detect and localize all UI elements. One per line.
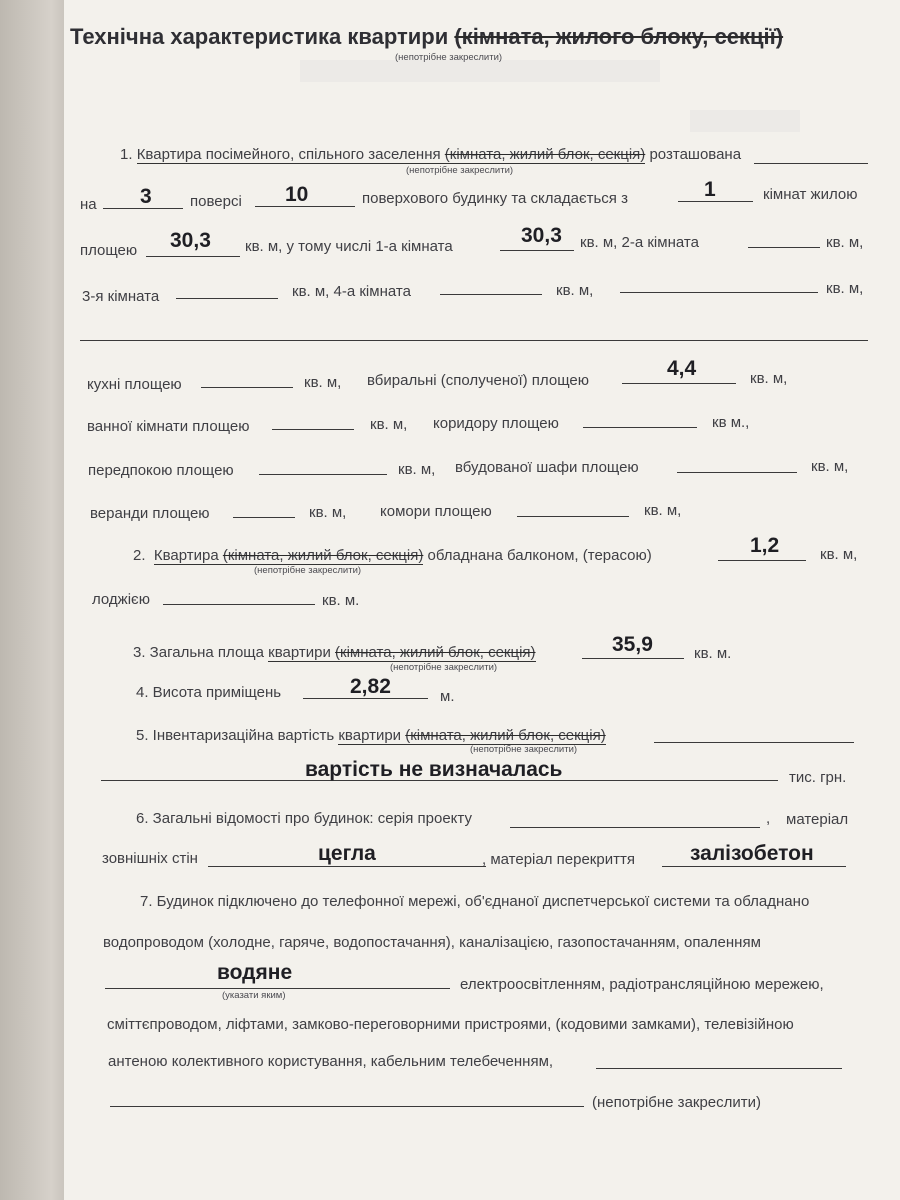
s5-note: (непотрібне закреслити) (470, 744, 578, 755)
s6-material-word: матеріал (786, 811, 849, 828)
s7-line1: 7. Будинок підключено до телефонної мережі, об'єднаної диспетчерської системи та обладнано (140, 893, 810, 910)
floor-value: 3 (140, 185, 152, 208)
closet-field (677, 472, 797, 473)
s1-incl-text: кв. м, у тому числі 1-а кімната (245, 238, 453, 255)
s5-unit: тис. грн. (789, 769, 847, 786)
s1-bath-text: ванної кімнати площею (87, 418, 250, 435)
s1-closet-unit: кв. м, (811, 458, 849, 475)
walls-field (208, 866, 486, 867)
page-title: Технічна характеристика квартири (кімната, жилого блоку, секції) (70, 24, 784, 49)
bleed-through-mark (300, 60, 660, 82)
page-shadow (0, 0, 64, 1200)
bath-field (272, 429, 354, 430)
kitchen-field (201, 387, 293, 388)
s6-walls-text: зовнішніх стін (102, 850, 198, 867)
s1-closet-text: вбудованої шафи площею (455, 459, 639, 476)
s7-line4: сміттєпроводом, ліфтами, замково-переговорними пристроями, (кодовими замками), телевізійною (107, 1016, 794, 1033)
s1-bath-unit: кв. м, (370, 416, 408, 433)
s1-storage-unit: кв. м, (644, 502, 682, 519)
living-area-value: 30,3 (170, 229, 211, 252)
s1-extra-unit: кв. м, (826, 280, 864, 297)
hall-field (259, 474, 387, 475)
full-blank-line (80, 340, 868, 341)
room1-field (500, 250, 574, 251)
storeys-value: 10 (285, 183, 309, 206)
s1-room2-text: кв. м, 2-а кімната (580, 234, 699, 251)
s1-note: (непотрібне закреслити) (406, 165, 514, 176)
balcony-field (718, 560, 806, 561)
value-field-1 (654, 742, 854, 743)
s1-veranda-text: веранди площею (90, 505, 210, 522)
s1-hall-text: передпокою площею (88, 462, 234, 479)
s7-line5: антеною колективного користування, кабельним телебеченням, (108, 1053, 554, 1070)
room4-field (440, 294, 542, 295)
s2-loggia-text: лоджією (92, 591, 150, 608)
height-value: 2,82 (350, 675, 391, 698)
s1-veranda-unit: кв. м, (309, 504, 347, 521)
s1-area-word: площею (80, 242, 138, 259)
loggia-field (163, 604, 315, 605)
bleed-through-mark (690, 110, 800, 132)
title-note: (непотрібне закреслити) (395, 52, 503, 63)
s4-text: 4. Висота приміщень (136, 684, 282, 701)
toilet-field (622, 383, 736, 384)
heating-field (105, 988, 450, 989)
extra-field (620, 292, 818, 293)
s6-text: 6. Загальні відомості про будинок: серія проекту (136, 810, 472, 827)
s7-line2: водопроводом (холодне, гаряче, водопостачання), каналізацією, газопостачанням, опаленням (103, 934, 761, 951)
s1-line1-underline (754, 163, 868, 164)
total-area-value: 35,9 (612, 633, 653, 656)
s7-specify-note: (указати яким) (222, 990, 286, 1001)
total-area-field (582, 658, 684, 659)
s6-comma: , (766, 810, 771, 827)
ceiling-value: залізобетон (690, 842, 814, 865)
s1-floor-word: поверсі (190, 193, 242, 210)
last-field (110, 1106, 584, 1107)
s1-room2-unit: кв. м, (826, 234, 864, 251)
veranda-field (233, 517, 295, 518)
balcony-value: 1,2 (750, 534, 780, 557)
room1-value: 30,3 (521, 224, 562, 247)
room3-field (176, 298, 278, 299)
s1-rooms-text: кімнат жилою (763, 186, 858, 203)
s1-storeys-text: поверхового будинку та складається з (362, 190, 628, 207)
heating-value: водяне (217, 961, 293, 984)
s1-room4-text: кв. м, 4-а кімната (292, 283, 411, 300)
s1-corridor-unit: кв м., (712, 414, 750, 431)
walls-value: цегла (318, 842, 376, 865)
s1-kitchen-unit: кв. м, (304, 374, 342, 391)
s1-toilet-unit: кв. м, (750, 370, 788, 387)
s6-ceiling-text: , матеріал перекриття (482, 851, 635, 868)
s2-balcony-unit: кв. м, (820, 546, 858, 563)
s1-room3-text: 3-я кімната (82, 288, 160, 305)
s1-on: на (80, 196, 97, 213)
series-field (510, 827, 760, 828)
s1-hall-unit: кв. м, (398, 461, 436, 478)
rooms-value: 1 (704, 178, 716, 201)
s2-note: (непотрібне закреслити) (254, 565, 362, 576)
s5-line: 5. Інвентаризаційна вартість квартири (кімната, жилий блок, секція) (136, 727, 606, 744)
s3-unit: кв. м. (694, 645, 732, 662)
s1-kitchen-text: кухні площею (87, 376, 182, 393)
storage-field (517, 516, 629, 517)
toilet-value: 4,4 (667, 357, 697, 380)
corridor-field (583, 427, 697, 428)
s7-line3: електроосвітленням, радіотрансляційною мережею, (460, 976, 824, 993)
s3-line: 3. Загальна площа квартири (кімната, жилий блок, секція) (133, 644, 536, 661)
s1-corridor-text: коридору площею (433, 415, 559, 432)
tv-field (596, 1068, 842, 1069)
s1-storage-text: комори площею (380, 503, 492, 520)
living-area-field (146, 256, 240, 257)
s4-unit: м. (440, 688, 455, 705)
s7-last-note: (непотрібне закреслити) (592, 1094, 762, 1111)
ceiling-field (662, 866, 846, 867)
room2-field (748, 247, 820, 248)
s2-loggia-unit: кв. м. (322, 592, 360, 609)
s1-line1: 1. Квартира посімейного, спільного заселення (кімната, жилий блок, секція) розташована (120, 146, 742, 163)
s1-toilet-text: вбиральні (сполученої) площею (367, 372, 589, 389)
s2-line1: 2. Квартира (кімната, жилий блок, секція) обладнана балконом, (терасою) (133, 547, 652, 564)
inventory-value: вартість не визначалась (305, 758, 563, 781)
s3-note: (непотрібне закреслити) (390, 662, 498, 673)
s1-room4-unit: кв. м, (556, 282, 594, 299)
